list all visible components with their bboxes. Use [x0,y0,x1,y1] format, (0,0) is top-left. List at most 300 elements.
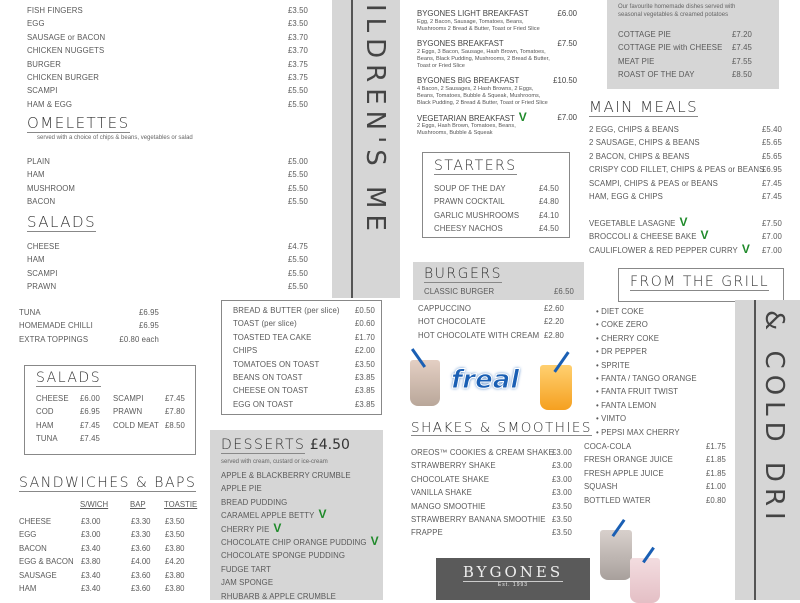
menu-item [233,384,375,397]
item-name: OREOS™ COOKIES & CREAM SHAKE [411,448,554,457]
item-name: 2 SAUSAGE, CHIPS & BEANS [589,138,700,148]
bygones-logo [436,558,590,600]
snacks-box [221,300,382,415]
menu-item [27,31,308,44]
vegetarian-icon: V [370,533,379,548]
price-cell: £3.80 [165,570,185,580]
menu-item [418,315,564,328]
menu-item: • SPRITE [596,360,630,370]
menu-item [411,446,572,459]
menu-item [27,4,308,17]
menu-item [233,358,375,371]
item-price: £3.70 [287,32,308,42]
item-name: HOT CHOCOLATE WITH CREAM [418,330,540,340]
menu-item [27,182,308,195]
burgers-heading: BURGERS [424,266,502,282]
item-price: £4.80 [538,197,559,207]
dessert-item [221,576,381,589]
desserts-title-row [221,436,350,454]
homemade-items [618,28,752,82]
breakfast-price: £7.50 [557,39,577,48]
sandwiches-header-row [19,500,199,515]
salads-box [24,365,196,455]
breakfast-price: £10.50 [553,76,577,85]
shakes-heading: SHAKES & SMOOTHIES [411,420,592,436]
item-price: £6.95 [138,308,159,317]
item-price: £4.50 [538,224,559,234]
desserts-price: £4.50 [309,437,350,453]
breakfast-desc: Egg, 2 Bacon, Sausage, Tomatoes, Beans, Mushrooms 2 Bread & Butter, Toast or Fried Slice [417,19,540,32]
menu-item [27,195,308,208]
item-name: SQUASH [584,482,618,492]
menu-item [411,473,572,486]
item-name: BREAD & BUTTER (per slice) [233,306,340,315]
price-cell: £3.60 [131,583,151,593]
bygones-logo-name: BYGONES [462,563,564,581]
price-cell: £4.00 [131,557,151,567]
item-price: £3.50 [551,528,572,538]
item-price: £3.50 [551,501,572,511]
menu-item [434,209,559,222]
menu-item: • FANTA / TANGO ORANGE [596,373,697,383]
sandwiches-table [19,500,199,595]
main-meals-items [589,123,782,203]
menu-item: • PEPSI MAX CHERRY [596,427,680,437]
freal-logo: freal [451,365,520,395]
item-price: £3.00 [551,461,572,471]
homemade-panel [607,0,779,89]
menu-item [233,304,375,317]
main-meals-heading: MAIN MEALS [589,98,699,116]
item-name: FRESH ORANGE JUICE [584,455,673,465]
item-price: £2.80 [543,330,564,340]
item-name: MANGO SMOOTHIE [411,501,486,511]
item-price: £3.50 [287,6,308,15]
item-price: £4.50 [538,184,559,193]
price-cell: £3.60 [131,570,151,580]
menu-item [19,319,159,332]
item-name: HOT CHOCOLATE [418,317,486,327]
item-price: £0.50 [354,306,375,315]
menu-item [27,58,308,71]
cold-drinks-band [735,300,800,600]
item-name: CLASSIC BURGER [424,287,495,296]
menu-item: • CHERRY COKE [596,333,660,343]
item-price: £5.50 [287,86,308,96]
menu-item [589,190,782,203]
vegetarian-icon: V [273,520,282,535]
item-price: £7.55 [731,56,752,66]
cup [600,530,632,580]
item-price: £3.00 [551,488,572,498]
item-price: £7.50 [761,219,782,228]
menu-item [27,280,308,293]
menu-item [27,155,308,168]
menu-item [589,241,782,257]
menu-item [27,253,308,266]
item-name: BROCCOLI & CHEESE BAKE [589,232,697,242]
omelettes-items [27,155,308,209]
item-price: £7.00 [761,245,782,255]
item-price: £4.10 [538,210,559,220]
dessert-item [221,533,381,549]
menu-item [411,513,572,526]
cup [630,558,660,603]
item-name: EGG & BACON [19,557,74,567]
item-name: GARLIC MUSHROOMS [434,210,520,220]
item-name: TUNA [19,308,41,317]
item-price: £5.65 [761,138,782,148]
breakfast-item [417,39,577,70]
item-name: ROAST OF THE DAY [618,70,695,80]
menu-item [411,459,572,472]
desserts-subtitle: served with cream, custard or ice-cream [221,459,328,465]
table-row [19,542,199,555]
menu-item [589,230,782,243]
item-price: £5.00 [287,157,308,166]
item-name: CHOCOLATE SHAKE [411,474,490,484]
item-name: HOMEMADE CHILLI [19,321,93,331]
menu-item [19,306,159,319]
item-name: TUNA [36,434,58,444]
item-name: CHOCOLATE SPONGE PUDDING [221,551,345,561]
menu-item [434,195,559,208]
table-row [19,569,199,582]
desserts-items [221,469,381,600]
menu-item: • DIET COKE [596,307,644,316]
snacks-items [233,304,375,411]
item-price: £6.95 [761,165,782,175]
table-row [19,515,199,528]
price-cell: £3.80 [165,543,185,553]
dessert-item [221,482,381,495]
menu-item [36,419,100,432]
menu-item [418,302,564,315]
item-price: £7.00 [761,232,782,242]
salads-col2 [113,392,185,432]
item-price: £3.00 [551,448,572,457]
menu-item: • FANTA FRUIT TWIST [596,387,679,397]
menu-item [618,28,752,41]
menu-item [584,440,726,453]
item-name: CHOCOLATE CHIP ORANGE PUDDING [221,537,367,547]
item-name: PRAWN [27,282,57,292]
menu-item [113,405,185,418]
item-name: EXTRA TOPPINGS [19,334,89,344]
item-price: £5.50 [287,268,308,278]
item-price: £2.00 [354,346,375,356]
salads-col1 [36,392,100,446]
table-row [19,528,199,541]
dessert-item [221,549,381,562]
price-cell: £4.20 [165,557,185,567]
dessert-item [221,496,381,509]
desserts-panel [210,430,383,600]
kids-salads-items [27,240,308,294]
item-name: BEANS ON TOAST [233,372,303,382]
item-price: £5.50 [287,99,308,109]
menu-item [434,222,559,235]
item-name: SCAMPI [27,86,58,96]
item-name: MEAT PIE [618,56,655,66]
item-price: £8.50 [164,420,185,430]
menu-item [27,71,308,84]
menu-item [113,392,185,405]
menu-item [233,331,375,344]
item-name: EGG ON TOAST [233,399,294,409]
menu-item [589,217,782,230]
item-name: VEGETABLE LASAGNE [589,219,676,228]
sandwiches-rows [19,515,199,595]
item-name: SAUSAGE or BACON [27,32,106,42]
item-price: £7.45 [79,434,100,444]
item-price: £3.70 [287,46,308,56]
price-cell: £3.80 [165,583,185,593]
menu-item [589,177,782,190]
item-price: £1.70 [354,332,375,342]
item-name: CHEESE [36,394,69,403]
price-cell: £3.30 [131,530,151,540]
childrens-menu-band [332,0,400,298]
starters-heading: STARTERS [434,158,517,174]
item-name: PLAIN [27,157,51,166]
item-name: HAM & EGG [27,99,73,109]
menu-item [113,419,185,432]
item-name: COTTAGE PIE [618,30,671,39]
col-header: TOASTIE [164,500,198,509]
item-name: CHEESE ON TOAST [233,386,309,396]
item-name: VANILLA SHAKE [411,488,472,498]
price-cell: £3.00 [81,517,101,526]
item-price: £3.00 [551,474,572,484]
item-price: £2.20 [543,317,564,327]
menu-item [584,494,726,507]
item-name: CHICKEN NUGGETS [27,46,105,56]
menu-item [233,398,375,411]
dessert-item [221,563,381,576]
item-name: CHIPS [233,346,258,356]
item-price: £3.75 [287,59,308,69]
item-price: £3.85 [354,386,375,396]
vegetarian-icon: V [700,228,709,243]
menu-item [27,267,308,280]
menu-item [418,329,564,342]
breakfast-desc: 2 Eggs, 3 Bacon, Sausage, Hash Brown, Tomatoes, Beans, Black Pudding, Mushrooms, 2 Bread & Butter, Toast or Fried Slice [417,49,550,69]
item-name: MUSHROOM [27,183,76,193]
omelettes-subtitle: served with a choice of chips & beans, vegetables or salad [37,135,193,141]
item-name: TOMATOES ON TOAST [233,359,320,369]
menu-item [36,405,100,418]
shakes-cups-image [595,520,695,600]
item-price: £5.50 [287,282,308,292]
menu-item [19,333,159,346]
item-price: £5.50 [287,170,308,180]
item-price: £3.50 [551,514,572,524]
item-price: £7.45 [761,178,782,188]
col-header: BAP [130,500,146,509]
homemade-subtitle: Our favourite homemade dishes served with seasonal vegetables & creamed potatoes [618,4,736,18]
shakes-items [411,446,572,540]
price-cell: £3.40 [81,583,101,593]
item-name: SAUSAGE [19,570,57,580]
price-cell: £3.30 [131,517,151,526]
item-price: £5.65 [761,151,782,161]
item-price: £5.50 [287,197,308,207]
item-name: BACON [19,543,47,553]
menu-item [36,392,100,405]
menu-item [434,182,559,195]
item-price: £7.80 [164,407,185,417]
breakfast-title: BYGONES LIGHT BREAKFAST [417,9,529,18]
breakfast-desc: 4 Bacon, 2 Sausages, 2 Hash Browns, 2 Eggs, Beans, Tomatoes, Bubble & Squeak, Mushrooms, Black Pudding, 2 Bread & Butter, Toast or Fried Slice [417,86,548,106]
menu-item [584,467,726,480]
menu-item [27,84,308,97]
freal-banner [405,345,577,415]
item-price: £1.85 [705,468,726,478]
item-price: £6.95 [138,321,159,331]
item-price: £1.75 [705,442,726,451]
item-name: CARAMEL APPLE BETTY [221,511,315,521]
dessert-item [221,469,381,482]
dessert-item [221,520,381,536]
grill-heading: FROM THE GRILL [630,274,770,290]
menu-item [27,44,308,57]
price-cell: £3.50 [165,517,185,526]
item-name: CHEESY NACHOS [434,224,503,234]
breakfast-item [417,9,577,33]
item-price: £2.60 [543,304,564,313]
item-name: 2 BACON, CHIPS & BEANS [589,151,690,161]
item-name: TOASTED TEA CAKE [233,332,312,342]
item-name: COTTAGE PIE with CHEESE [618,43,723,53]
item-name: SCAMPI [113,394,144,403]
menu-item: • FANTA LEMON [596,400,657,410]
breakfast-item [417,110,577,137]
breakfast-title: BYGONES BIG BREAKFAST [417,76,520,85]
item-name: CHERRY PIE [221,524,270,534]
breakfast-item [417,76,577,107]
item-name: CHEESE [19,517,52,526]
menu-item: • COKE ZERO [596,320,648,330]
item-name: COLD MEAT [113,420,159,430]
item-price: £5.50 [287,183,308,193]
breakfast-title: BYGONES BREAKFAST [417,39,504,48]
item-price: £3.50 [354,359,375,369]
item-price: £4.75 [287,242,308,251]
item-name: APPLE & BLACKBERRY CRUMBLE [221,471,351,480]
item-name: SCAMPI, CHIPS & PEAS or BEANS [589,178,718,188]
menu-item [618,55,752,68]
bygones-logo-est: Est. 1993 [497,582,529,588]
jacket-items [19,306,159,346]
menu-item: • DR PEPPER [596,347,648,357]
breakfast-desc: 2 Eggs, Hash Brown, Tomatoes, Beans, Mushrooms, Bubble & Squeak [417,123,516,136]
item-name: FRESH APPLE JUICE [584,468,664,478]
item-name: 2 EGG, CHIPS & BEANS [589,125,679,134]
childrens-menu-band-text: ILDREN'S ME [360,4,390,237]
soft-drink-bullets [596,305,726,439]
menu-item: • VIMTO [596,414,627,424]
milkshake-cup-image [410,360,440,406]
kids-items [27,4,308,111]
price-cell: £3.00 [81,530,101,540]
item-price: £0.80 each [119,334,159,344]
item-name: TOAST (per slice) [233,319,297,329]
menu-item [27,240,308,253]
item-name: COCA-COLA [584,442,632,451]
item-price: £3.50 [287,19,308,29]
menu-item [36,432,100,445]
item-name: STRAWBERRY SHAKE [411,461,496,471]
item-name: SCAMPI [27,268,58,278]
salads-heading: SALADS [36,370,102,386]
item-price: £5.50 [287,255,308,265]
item-price: £6.95 [79,407,100,417]
item-price: £0.80 [705,495,726,505]
breakfast-price: £7.00 [557,113,577,122]
menu-item [27,98,308,111]
item-price: £7.45 [761,191,782,201]
starters-box [422,152,570,238]
item-name: BACON [27,197,56,207]
menu-item [233,344,375,357]
menu-item [27,168,308,181]
vegetarian-icon: V [679,215,688,229]
item-name: HAM, EGG & CHIPS [589,191,663,201]
item-price: £1.85 [705,455,726,465]
vegetarian-icon: V [518,110,527,124]
price-cell: £3.40 [81,543,101,553]
price-cell: £3.80 [81,557,101,567]
item-name: FRAPPE [411,528,443,538]
item-price: £7.20 [731,30,752,39]
item-name: CAPPUCCINO [418,304,471,313]
sandwiches-heading: SANDWICHES & BAPS [19,475,197,491]
menu-item [424,285,574,298]
menu-item [589,136,782,149]
item-price: £3.85 [354,372,375,382]
table-row [19,582,199,595]
item-name: HAM [36,420,54,430]
menu-item [618,41,752,54]
vegetarian-icon: V [318,507,327,522]
item-price: £7.45 [79,420,100,430]
item-price: £1.00 [705,482,726,492]
item-name: HAM [27,255,45,265]
item-name: FUDGE TART [221,564,271,574]
menu-item [233,317,375,330]
dessert-item [221,590,381,600]
menu-item [411,526,572,539]
item-price: £5.40 [761,125,782,134]
item-name: CHICKEN BURGER [27,72,100,82]
item-name: BURGER [27,59,61,69]
price-cell: £3.60 [131,543,151,553]
breakfast-title: VEGETARIAN BREAKFAST [417,114,515,123]
menu-item [584,453,726,466]
price-cell: £3.40 [81,570,101,580]
item-name: FISH FINGERS [27,6,83,15]
item-name: HAM [19,583,37,593]
item-name: RHUBARB & APPLE CRUMBLE [221,591,336,600]
menu-item [411,500,572,513]
menu-item [233,371,375,384]
item-name: BOTTLED WATER [584,495,651,505]
burgers-items [424,285,574,298]
item-name: CHEESE [27,242,60,251]
breakfast-price: £6.00 [557,9,577,18]
dessert-item [221,509,381,522]
